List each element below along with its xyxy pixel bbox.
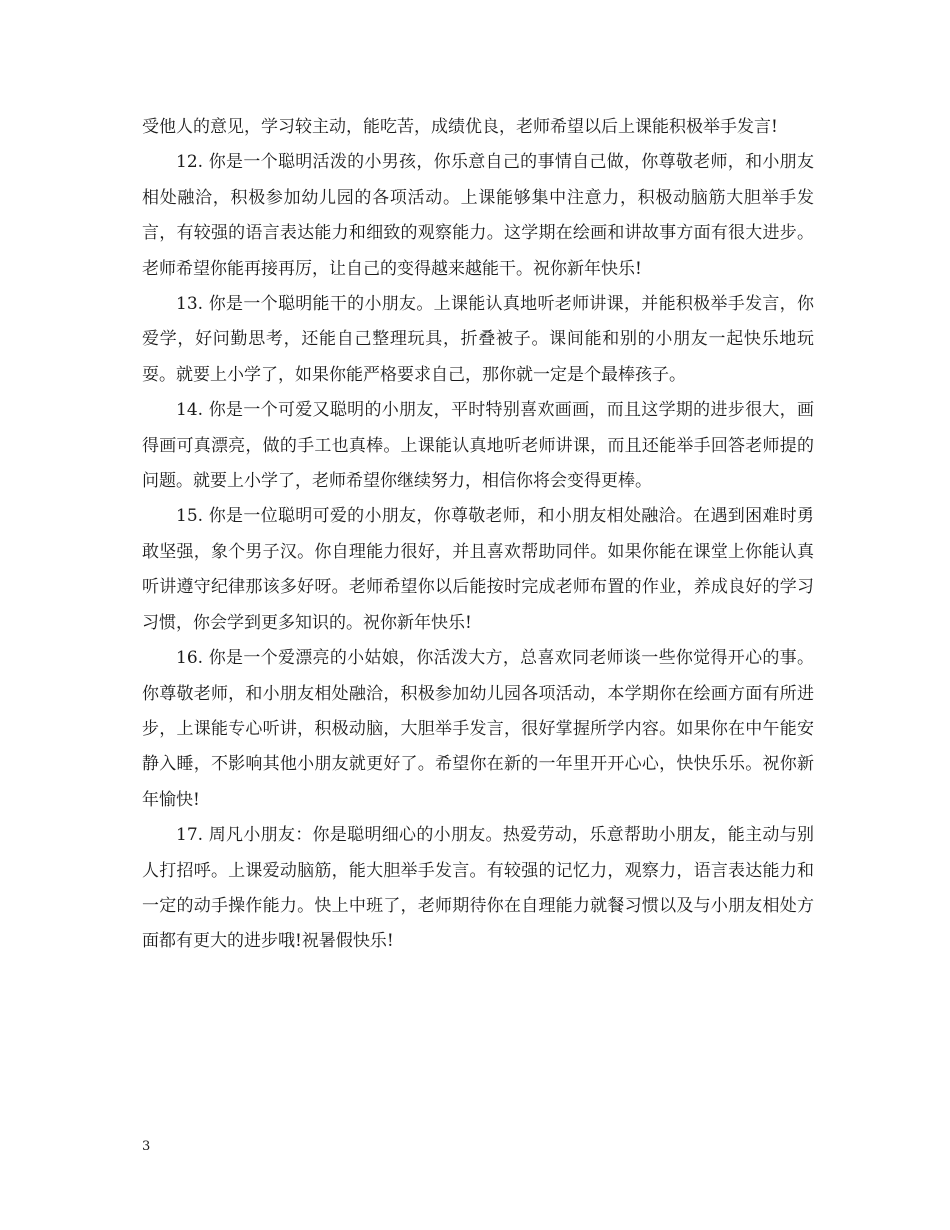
- paragraph-comment-17: 17. 周凡小朋友：你是聪明细心的小朋友。热爱劳动，乐意帮助小朋友，能主动与别人打招呼。上课爱动脑筋，能大胆举手发言。有较强的记忆力，观察力，语言表达能力和一定的动手操作能力。快上中班了，老师期待你在自理能力就餐习惯以及与小朋友相处方面都有更大的进步哦!祝暑假快乐!: [142, 825, 814, 952]
- paragraph-comment-16: 16. 你是一个爱漂亮的小姑娘，你活泼大方，总喜欢同老师谈一些你觉得开心的事。你尊敬老师，和小朋友相处融洽，积极参加幼儿园各项活动，本学期你在绘画方面有所进步，上课能专心听讲，积极动脑，大胆举手发言，很好掌握所学内容。如果你在中午能安静入睡，不影响其他小朋友就更好了。希望你在新的一年里开开心心，快快乐乐。祝你新年愉快!: [142, 648, 814, 810]
- paragraph-continuation: 受他人的意见，学习较主动，能吃苦，成绩优良，老师希望以后上课能积极举手发言!: [142, 117, 778, 137]
- document-body: [142, 110, 814, 960]
- page-number: 3: [142, 1139, 151, 1154]
- paragraph-comment-12: 12. 你是一个聪明活泼的小男孩，你乐意自己的事情自己做，你尊敬老师，和小朋友相处融洽，积极参加幼儿园的各项活动。上课能够集中注意力，积极动脑筋大胆举手发言，有较强的语言表达能力和细致的观察能力。这学期在绘画和讲故事方面有很大进步。老师希望你能再接再厉，让自己的变得越来越能干。祝你新年快乐!: [142, 152, 814, 279]
- paragraph-comment-14: 14. 你是一个可爱又聪明的小朋友，平时特别喜欢画画，而且这学期的进步很大，画得画可真漂亮，做的手工也真棒。上课能认真地听老师讲课，而且还能举手回答老师提的问题。就要上小学了，老师希望你继续努力，相信你将会变得更棒。: [142, 400, 814, 492]
- paragraph-comment-13: 13. 你是一个聪明能干的小朋友。上课能认真地听老师讲课，并能积极举手发言，你爱学，好问勤思考，还能自己整理玩具，折叠被子。课间能和别的小朋友一起快乐地玩耍。就要上小学了，如果你能严格要求自己，那你就一定是个最棒孩子。: [142, 294, 814, 385]
- paragraph-comment-15: 15. 你是一位聪明可爱的小朋友，你尊敬老师，和小朋友相处融洽。在遇到困难时勇敢坚强，象个男子汉。你自理能力很好，并且喜欢帮助同伴。如果你能在课堂上你能认真听讲遵守纪律那该多好呀。老师希望你以后能按时完成老师布置的作业，养成良好的学习习惯，你会学到更多知识的。祝你新年快乐!: [142, 506, 814, 633]
